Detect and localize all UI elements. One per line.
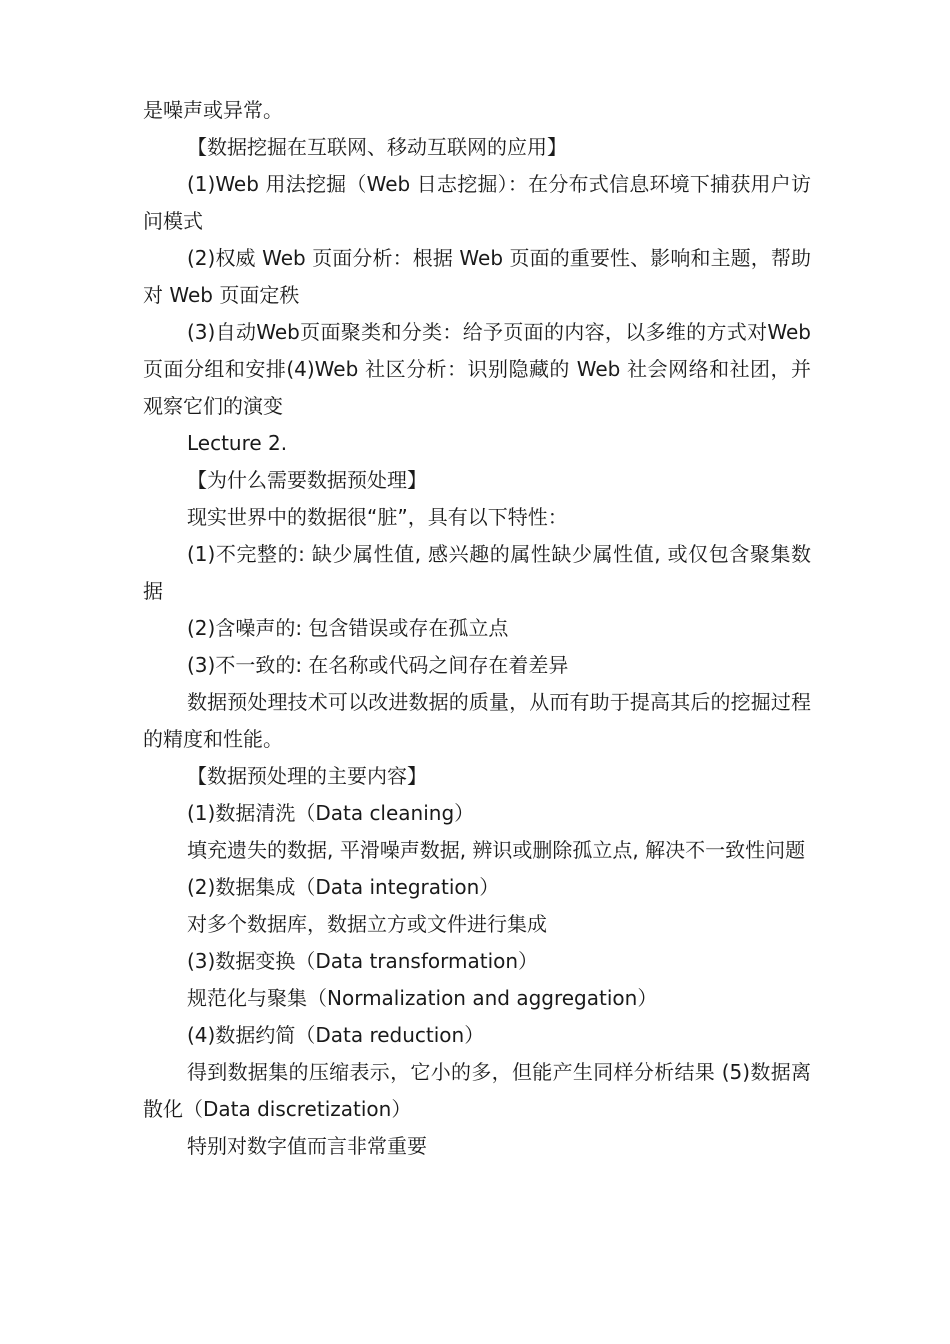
paragraph-noisy: (2)含噪声的: 包含错误或存在孤立点 [187, 616, 509, 640]
paragraph-preprocessing-benefit: 数据预处理技术可以改进数据的质量，从而有助于提高其后的挖掘过程的精度和性能。 [143, 690, 811, 751]
paragraph-web-usage-mining: (1)Web 用法挖掘（Web 日志挖掘）：在分布式信息环境下捕获用户访问模式 [143, 172, 811, 233]
paragraph-noise-anomaly: 是噪声或异常。 [143, 98, 283, 122]
paragraph-web-clustering-community: (3)自动Web页面聚类和分类：给予页面的内容，以多维的方式对Web 页面分组和安排(4)Web 社区分析：识别隐藏的 Web 社会网络和社团，并观察它们的演变 [143, 320, 811, 418]
document-body [143, 92, 811, 1165]
heading-web-mining-applications: 【数据挖掘在互联网、移动互联网的应用】 [187, 135, 567, 159]
paragraph-incomplete: (1)不完整的: 缺少属性值, 感兴趣的属性缺少属性值, 或仅包含聚集数据 [143, 542, 811, 603]
paragraph-cleaning-detail: 填充遗失的数据, 平滑噪声数据, 辨识或删除孤立点, 解决不一致性问题 [187, 838, 806, 862]
paragraph-data-cleaning: (1)数据清洗（Data cleaning） [187, 801, 475, 825]
paragraph-discretization-detail: 特别对数字值而言非常重要 [187, 1134, 427, 1158]
paragraph-reduction-detail: 得到数据集的压缩表示，它小的多，但能产生同样分析结果 (5)数据离散化（Data discretization） [143, 1060, 811, 1121]
heading-why-preprocessing: 【为什么需要数据预处理】 [187, 468, 427, 492]
heading-preprocessing-content: 【数据预处理的主要内容】 [187, 764, 427, 788]
paragraph-integration-detail: 对多个数据库，数据立方或文件进行集成 [187, 912, 547, 936]
paragraph-inconsistent: (3)不一致的: 在名称或代码之间存在着差异 [187, 653, 569, 677]
paragraph-dirty-data: 现实世界中的数据很“脏”，具有以下特性： [187, 505, 568, 529]
paragraph-authoritative-web-page: (2)权威 Web 页面分析：根据 Web 页面的重要性、影响和主题，帮助对 Web 页面定秩 [143, 246, 811, 307]
paragraph-data-transformation: (3)数据变换（Data transformation） [187, 949, 539, 973]
paragraph-data-integration: (2)数据集成（Data integration） [187, 875, 500, 899]
paragraph-transformation-detail: 规范化与聚集（Normalization and aggregation） [187, 986, 658, 1010]
paragraph-data-reduction: (4)数据约简（Data reduction） [187, 1023, 485, 1047]
paragraph-lecture-2: Lecture 2. [187, 431, 288, 455]
